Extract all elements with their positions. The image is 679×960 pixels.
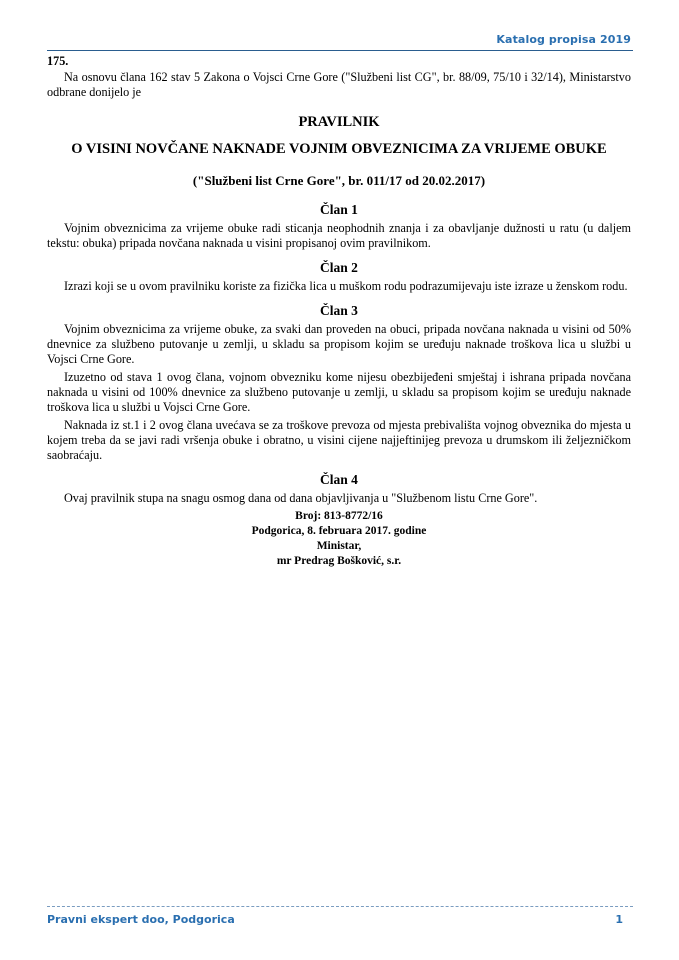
- page-header: [47, 31, 633, 51]
- document-title: PRAVILNIK: [298, 114, 380, 130]
- article-paragraph: Vojnim obveznicima za vrijeme obuke radi sticanja neophodnih znanja i za obavljanje dužnosti u ratu (u daljem tekstu: obuka) pripada novčana naknada u visini propisanoj ovim pravilnikom.: [47, 221, 631, 250]
- article-paragraph: Naknada iz st.1 i 2 ovog člana uvećava se za troškove prevoza od mjesta prebivališta vojnog obveznika do mjesta u kojem treba da se javi radi vršenja obuke i obratno, u visini cijene najjeftinijeg prevoza u drumskom ili željezničkom saobraćaju.: [47, 418, 631, 462]
- signature-block: [47, 509, 631, 569]
- article-3: [47, 303, 631, 463]
- signatory-name: mr Predrag Bošković, s.r.: [276, 555, 402, 567]
- article-heading: Član 4: [320, 472, 358, 487]
- signatory-role: Ministar,: [316, 540, 362, 552]
- article-heading: Član 3: [320, 303, 358, 318]
- page-footer: [47, 906, 633, 929]
- article-paragraph: Vojnim obveznicima za vrijeme obuke, za svaki dan proveden na obuci, pripada novčana naknada u visini od 50% dnevnice za službeno putovanje u zemlji, u skladu sa propisom kojim se uređuju naknade troškova lica u službi u Vojsci Crne Gore.: [47, 322, 631, 366]
- publisher-name: Pravni ekspert doo, Podgorica: [47, 913, 235, 926]
- article-paragraph: Izuzetno od stava 1 ovog člana, vojnom obvezniku kome nijesu obezbijeđeni smještaj i ishrana pripada novčana naknada u visini od 100% dnevnice za službeno putovanje u zemlji, u skladu sa propisom kojim se uređuju naknade troškova lica u službi u Vojsci Crne Gore.: [47, 370, 631, 414]
- document-body: [47, 54, 631, 569]
- article-4: [47, 472, 631, 506]
- article-paragraph: Ovaj pravilnik stupa na snagu osmog dana od dana objavljivanja u "Službenom listu Crne Gore".: [64, 491, 538, 505]
- article-2: [47, 260, 631, 294]
- article-heading: Član 1: [320, 202, 358, 217]
- article-1: [47, 202, 631, 251]
- gazette-reference: ("Službeni list Crne Gore", br. 011/17 od 20.02.2017): [192, 173, 486, 188]
- article-heading: Član 2: [320, 260, 358, 275]
- article-paragraph: Izrazi koji se u ovom pravilniku koriste za fizička lica u muškom rodu podrazumijevaju iste izraze u ženskom rodu.: [64, 279, 628, 293]
- catalog-title: Katalog propisa 2019: [496, 33, 631, 46]
- preamble: Na osnovu člana 162 stav 5 Zakona o Vojsci Crne Gore ("Službeni list CG", br. 88/09, 75/10 i 32/14), Ministarstvo odbrane donijelo je: [47, 70, 631, 99]
- document-number: Broj: 813-8772/16: [295, 510, 383, 522]
- place-date: Podgorica, 8. februara 2017. godine: [251, 525, 427, 537]
- regulation-number: 175.: [47, 54, 69, 68]
- page-number: 1: [615, 913, 623, 926]
- document-subtitle: O VISINI NOVČANE NAKNADE VOJNIM OBVEZNICIMA ZA VRIJEME OBUKE: [71, 141, 607, 157]
